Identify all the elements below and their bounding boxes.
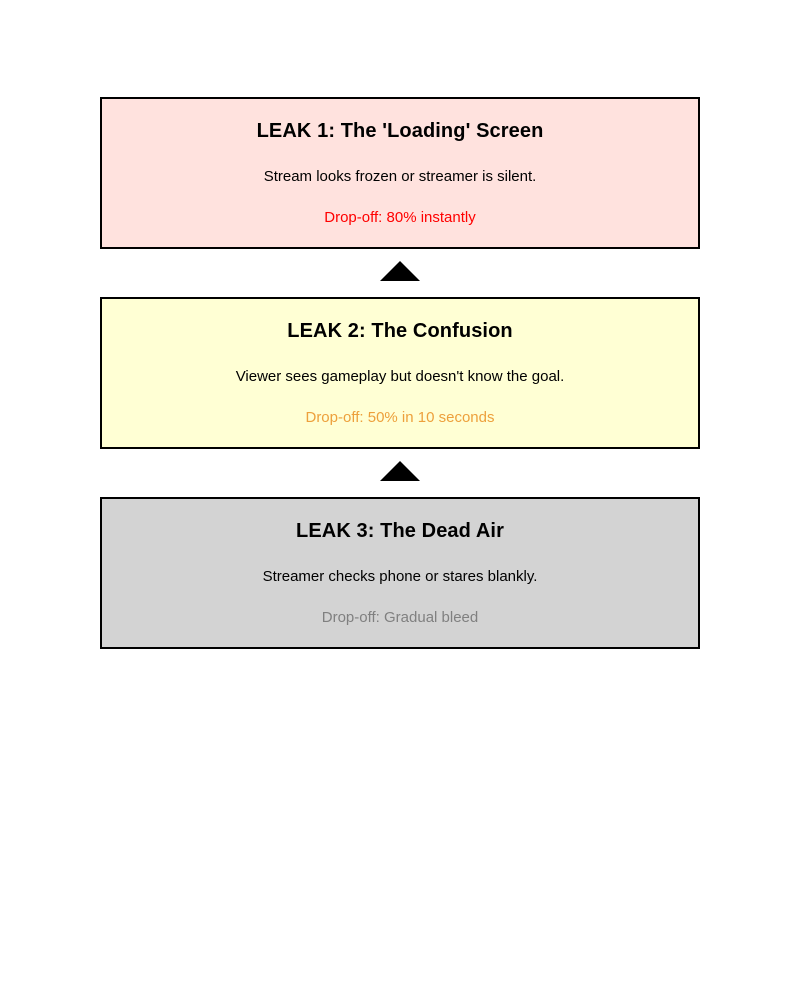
leak-box-2-title: LEAK 2: The Confusion	[287, 320, 513, 342]
leak-box-2-description: Viewer sees gameplay but doesn't know the goal.	[235, 368, 565, 385]
leak-box-3[interactable]	[100, 497, 700, 649]
leak-box-3-description: Streamer checks phone or stares blankly.	[262, 568, 538, 585]
triangle-up-icon	[380, 261, 420, 281]
leak-box-1-title: LEAK 1: The 'Loading' Screen	[256, 120, 544, 142]
flow-connector-2	[380, 461, 420, 481]
flow-connector-1	[380, 261, 420, 281]
leak-box-1-dropoff: Drop-off: 80% instantly	[324, 208, 476, 226]
leak-box-3-dropoff: Drop-off: Gradual bleed	[321, 608, 479, 626]
leak-box-2[interactable]	[100, 297, 700, 449]
triangle-up-icon	[380, 461, 420, 481]
leak-box-3-title: LEAK 3: The Dead Air	[296, 520, 504, 542]
leak-box-1-description: Stream looks frozen or streamer is silent.	[263, 168, 537, 185]
leak-box-1[interactable]	[100, 97, 700, 249]
leak-box-2-dropoff: Drop-off: 50% in 10 seconds	[305, 408, 495, 426]
